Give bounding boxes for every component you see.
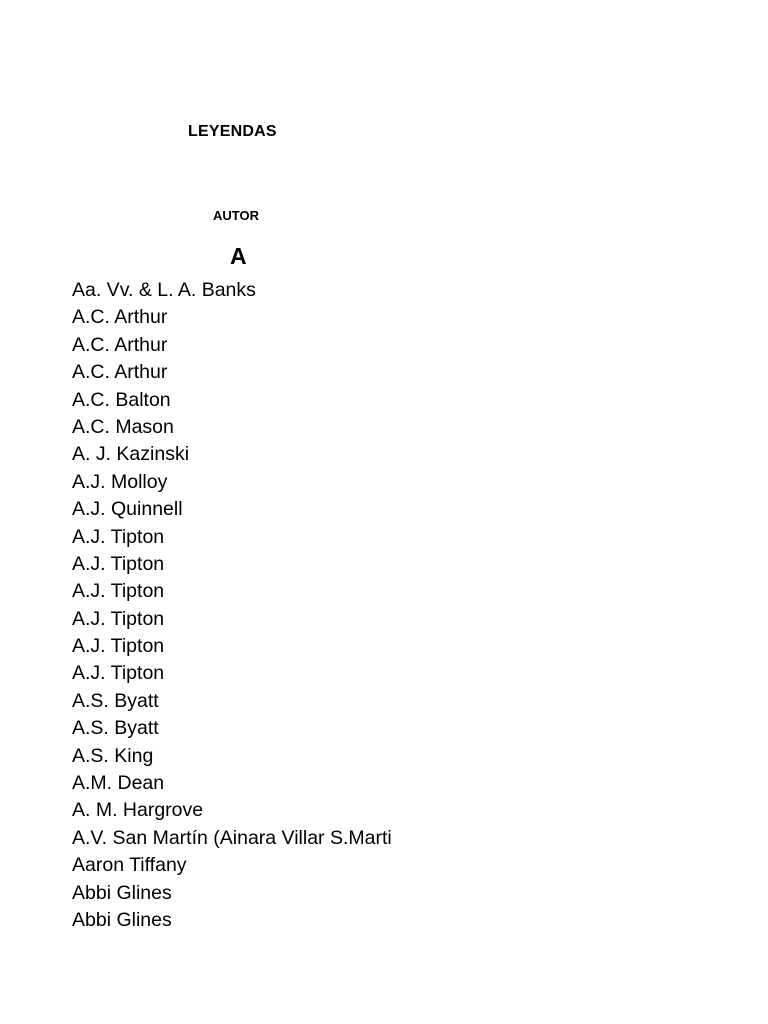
author-item: A.J. Tipton [72, 662, 165, 685]
author-item: A.J. Quinnell [72, 498, 183, 521]
author-item: A.S. King [72, 744, 154, 767]
author-item: A.M. Dean [72, 772, 165, 795]
column-header-author: AUTOR [213, 208, 259, 223]
author-item: A.C. Balton [72, 388, 171, 411]
author-item: A.J. Tipton [72, 607, 165, 630]
author-item: A.J. Tipton [72, 525, 165, 548]
author-item: A.V. San Martín (Ainara Villar S.Marti [72, 826, 392, 849]
author-item: A.C. Arthur [72, 361, 168, 384]
author-item: Abbi Glines [72, 908, 172, 931]
author-item: A.J. Tipton [72, 635, 165, 658]
author-item: A.S. Byatt [72, 689, 159, 712]
author-item: Abbi Glines [72, 881, 172, 904]
author-item: A.J. Tipton [72, 580, 165, 603]
author-item: A. M. Hargrove [72, 799, 204, 822]
document-title: LEYENDAS [188, 123, 277, 140]
author-list [72, 277, 392, 934]
author-item: A. J. Kazinski [72, 443, 190, 466]
author-item: Aaron Tiffany [72, 854, 187, 877]
author-item: A.C. Arthur [72, 333, 168, 356]
author-item: A.J. Tipton [72, 552, 165, 575]
author-item: A.C. Arthur [72, 306, 168, 329]
author-item: A.C. Mason [72, 415, 174, 438]
author-item: A.S. Byatt [72, 717, 159, 740]
letter-heading: A [230, 243, 247, 269]
author-item: A.J. Molloy [72, 470, 168, 493]
author-item: Aa. Vv. & L. A. Banks [72, 279, 256, 301]
